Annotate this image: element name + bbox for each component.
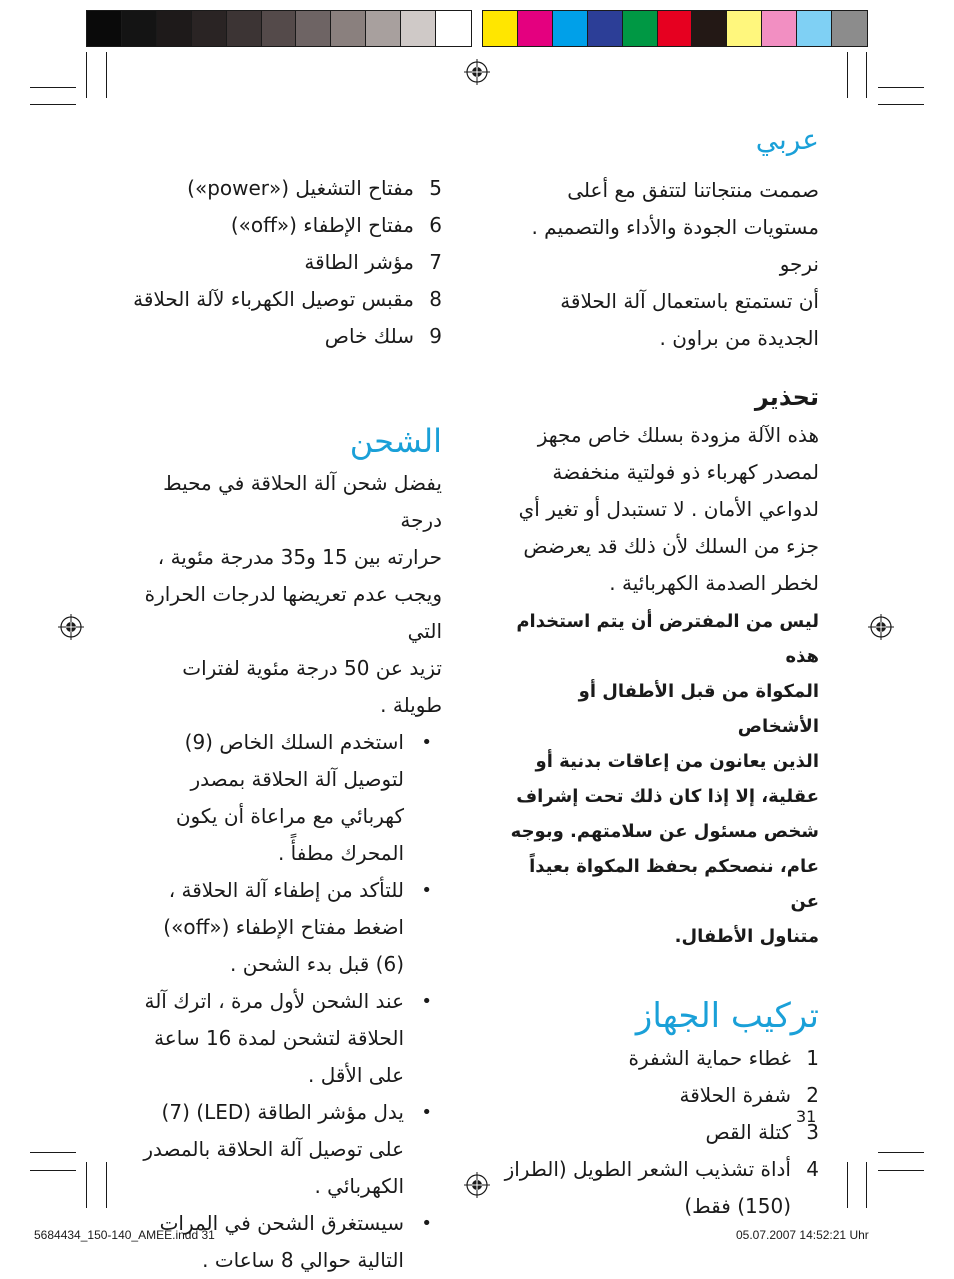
text-line: الذين يعانون من إعاقات بدنية أو [535,751,819,772]
list-item [130,281,442,318]
charging-bullets [130,724,442,1279]
text-line: حرارته بين 15 و35 مدرجة مئوية ، [157,545,442,569]
registration-mark-icon [58,614,84,640]
registration-mark-icon [868,614,894,640]
bullet-item: • للتأكد من إطفاء آلة الحلاقة ، اضغط مفتاح الإطفاء («off») (6) قبل بدء الشحن . [130,872,442,983]
item-number: 9 [429,324,442,348]
language-heading: عربي [755,123,819,156]
crop-mark [86,52,87,98]
gray-swatch [331,11,366,46]
text-line: جزء من السلك لأن ذلك قد يعرضض [523,534,819,558]
color-swatch [623,11,658,46]
crop-mark [30,87,76,88]
color-swatch [797,11,832,46]
parts-list [495,1040,819,1225]
page-number: 31 [796,1107,817,1126]
crop-mark [847,1162,848,1208]
list-item [495,1151,819,1225]
item-text: أداة تشذيب الشعر الطويل (الطراز (150) فقط) [504,1157,791,1218]
list-item [495,1040,819,1077]
item-number: 6 [429,213,442,237]
text-line: لدواعي الأمان . لا تستبدل أو تغير أي [518,497,819,521]
item-number: 4 [806,1157,819,1181]
crop-mark [878,104,924,105]
registration-mark-icon [464,59,490,85]
text-line: المكواة من قبل الأطفال أو الأشخاص [578,681,819,737]
bullet-item: • استخدم السلك الخاص (9) لتوصيل آلة الحلاقة بمصدر كهربائي مع مراعاة أن يكون المحرك مطفأً . [130,724,442,872]
crop-mark [30,1152,76,1153]
list-item [130,170,442,207]
crop-mark [878,1152,924,1153]
gray-swatch [157,11,192,46]
item-number: 3 [806,1120,819,1144]
text-line: عقلية، إلا إذا كان ذلك تحت إشراف [516,786,819,807]
text-line: تزيد عن 50 درجة مئوية لفترات طويلة . [182,656,442,717]
bullet-item: • عند الشحن لأول مرة ، اترك آلة الحلاقة لتشحن لمدة 16 ساعة على الأقل . [130,983,442,1094]
text-line: مستويات الجودة والأداء والتصميم . نرجو [531,215,819,276]
text-line: أن تستمتع باستعمال آلة الحلاقة [560,289,819,313]
warning-heading: تحذير [754,383,819,411]
registration-mark-icon [464,1172,490,1198]
grayscale-color-bar [86,10,472,47]
color-swatch [553,11,588,46]
crop-mark [866,52,867,98]
color-swatch [762,11,797,46]
list-item [130,207,442,244]
file-slug: 5684434_150-140_AMEE.indd 31 [34,1228,215,1242]
item-text: مفتاح الإطفاء («off») [230,213,414,237]
text-line: الجديدة من براون . [659,326,819,350]
item-text: مقبس توصيل الكهرباء لآلة الحلاقة [133,287,414,311]
text-line: صممت منتجاتنا لتتفق مع أعلى [567,178,819,202]
gray-swatch [122,11,157,46]
crop-mark [847,52,848,98]
charging-paragraph [130,465,442,724]
color-swatch [832,11,867,46]
list-item [130,318,442,355]
crop-mark [106,1162,107,1208]
text-line: هذه الآلة مزودة بسلك خاص مجهز [537,423,819,447]
item-text: شفرة الحلاقة [679,1083,791,1107]
text-line: لخطر الصدمة الكهربائية . [609,571,819,595]
item-text: مؤشر الطاقة [304,250,414,274]
color-swatch [658,11,693,46]
text-line: عام، ننصحكم بحفظ المكواة بعيداً عن [529,856,819,912]
item-text: غطاء حماية الشفرة [628,1046,791,1070]
color-swatch [727,11,762,46]
item-text: كتلة القص [705,1120,791,1144]
parts-list-continued [130,170,442,355]
crop-mark [30,1170,76,1171]
gray-swatch [262,11,297,46]
intro-paragraph [495,172,819,357]
crop-mark [86,1162,87,1208]
gray-swatch [192,11,227,46]
text-line: لمصدر كهرباء ذو فولتية منخفضة [552,460,819,484]
color-swatch [483,11,518,46]
item-number: 8 [429,287,442,311]
text-line: ليس من المفترض أن يتم استخدام هذه [516,611,819,667]
crop-mark [866,1162,867,1208]
item-text: سلك خاص [324,324,414,348]
warning-paragraph [495,417,819,602]
crop-mark [878,1170,924,1171]
gray-swatch [436,11,471,46]
text-line: ويجب عدم تعريضها لدرجات الحرارة التي [144,582,442,643]
parts-heading: تركيب الجهاز [635,996,819,1036]
crop-mark [878,87,924,88]
gray-swatch [401,11,436,46]
crop-mark [106,52,107,98]
item-number: 5 [429,176,442,200]
color-swatch [588,11,623,46]
left-column [130,170,442,1279]
item-text: مفتاح التشغيل («power») [187,176,414,200]
list-item [130,244,442,281]
item-number: 7 [429,250,442,274]
right-column [495,118,819,1225]
item-number: 2 [806,1083,819,1107]
text-line: يفضل شحن آلة الحلاقة في محيط درجة [163,471,442,532]
color-swatch [692,11,727,46]
bullet-item: • سيستغرق الشحن في المرات التالية حوالي 8 ساعات . [130,1205,442,1279]
crop-mark [30,104,76,105]
text-line: متناول الأطفال. [674,926,819,947]
children-warning-paragraph [495,604,819,954]
gray-swatch [87,11,122,46]
bullet-item: • يدل مؤشر الطاقة (LED) (7) على توصيل آلة الحلاقة بالمصدر الكهربائي . [130,1094,442,1205]
item-number: 1 [806,1046,819,1070]
list-item [495,1077,819,1114]
color-swatch [518,11,553,46]
list-item [495,1114,819,1151]
process-color-bar [482,10,868,47]
gray-swatch [227,11,262,46]
gray-swatch [296,11,331,46]
charging-heading: الشحن [349,422,442,460]
date-slug: 05.07.2007 14:52:21 Uhr [736,1228,869,1242]
text-line: شخص مسئول عن سلامتهم. وبوجه [510,821,819,842]
gray-swatch [366,11,401,46]
